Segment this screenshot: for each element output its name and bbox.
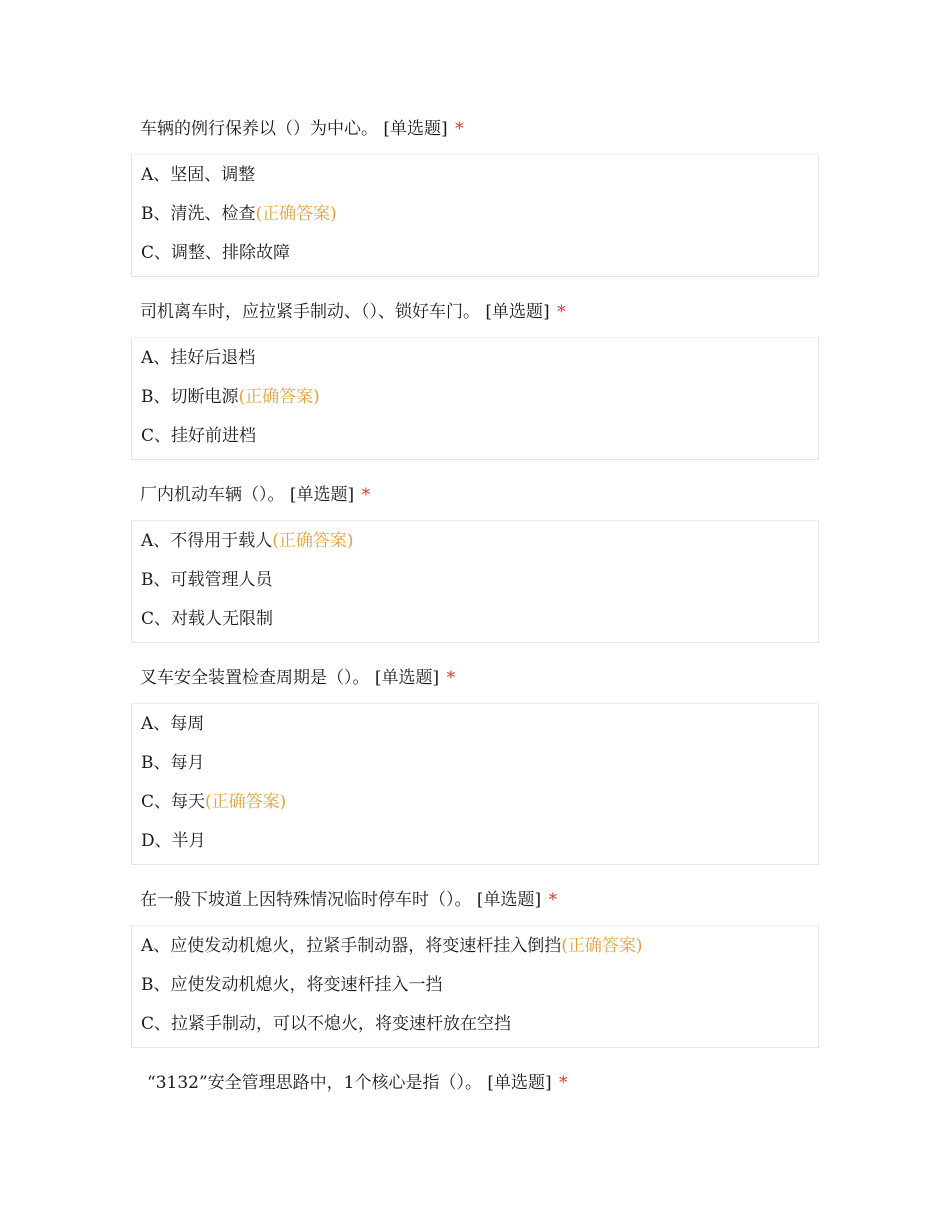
question-1	[131, 108, 819, 277]
question-title: “3132”安全管理思路中，1个核心是指（）。 [单选题] *	[147, 1073, 568, 1093]
question-title: 在一般下坡道上因特殊情况临时停车时（）。 [单选题] *	[140, 890, 558, 910]
question-title: 叉车安全装置检查周期是（）。 [单选题] *	[140, 668, 456, 688]
correct-answer-tag: (正确答案)	[238, 387, 320, 407]
options-list	[131, 337, 819, 460]
correct-answer-tag: (正确答案)	[561, 936, 643, 956]
required-marker: *	[446, 668, 456, 688]
question-title: 车辆的例行保养以（）为中心。 [单选题] *	[140, 119, 464, 139]
option-d[interactable]: D、半月	[141, 831, 206, 851]
option-a[interactable]: A、挂好后退档	[141, 348, 256, 368]
option-a[interactable]: A、每周	[141, 714, 205, 734]
option-b[interactable]: B、应使发动机熄火，将变速杆挂入一挡	[141, 975, 443, 995]
question-2	[131, 291, 819, 460]
question-6	[131, 1062, 819, 1108]
correct-answer-tag: (正确答案)	[255, 204, 337, 224]
option-a[interactable]: A、不得用于载人(正确答案)	[141, 531, 354, 551]
options-list	[131, 520, 819, 643]
option-c[interactable]: C、拉紧手制动，可以不熄火，将变速杆放在空挡	[141, 1014, 512, 1034]
correct-answer-tag: (正确答案)	[272, 531, 354, 551]
options-list	[131, 154, 819, 277]
option-b[interactable]: B、每月	[141, 753, 205, 773]
question-3	[131, 474, 819, 643]
option-c[interactable]: C、对载人无限制	[141, 609, 274, 629]
option-c[interactable]: C、挂好前进档	[141, 426, 257, 446]
required-marker: *	[455, 119, 464, 139]
required-marker: *	[559, 1073, 568, 1093]
question-5	[131, 879, 819, 1048]
option-b[interactable]: B、清洗、检查(正确答案)	[141, 204, 337, 224]
required-marker: *	[557, 302, 566, 322]
survey-page	[131, 108, 819, 1108]
required-marker: *	[548, 890, 558, 910]
option-a[interactable]: A、应使发动机熄火，拉紧手制动器，将变速杆挂入倒挡(正确答案)	[141, 936, 643, 956]
option-c[interactable]: C、调整、排除故障	[141, 243, 291, 263]
question-title: 厂内机动车辆（）。 [单选题] *	[140, 485, 371, 505]
question-4	[131, 657, 819, 865]
option-c[interactable]: C、每天(正确答案)	[141, 792, 287, 812]
option-b[interactable]: B、切断电源(正确答案)	[141, 387, 320, 407]
options-list	[131, 925, 819, 1048]
option-b[interactable]: B、可载管理人员	[141, 570, 273, 590]
correct-answer-tag: (正确答案)	[205, 792, 287, 812]
options-list	[131, 703, 819, 865]
option-a[interactable]: A、坚固、调整	[141, 165, 256, 185]
question-title: 司机离车时，应拉紧手制动、（）、锁好车门。 [单选题] *	[140, 302, 566, 322]
required-marker: *	[361, 485, 371, 505]
